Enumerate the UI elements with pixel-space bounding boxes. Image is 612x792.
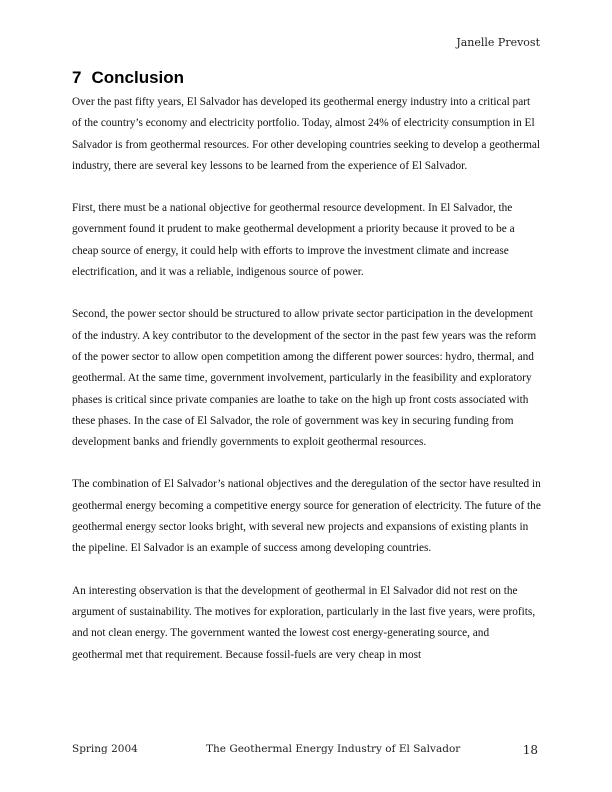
paragraph: First, there must be a national objective for geothermal resource development. In El Salvador, the government found it prudent to make geothermal development a priority because it proved to be a cheap source of energy, it could help with efforts to improve the investment climate and increase electrification, and it was a reliable, indigenous source of power.	[72, 202, 515, 279]
body-text	[72, 92, 542, 687]
paragraph: An interesting observation is that the development of geothermal in El Salvador did not rest on the argument of sustainability. The motives for exploration, particularly in the last five years, were profits, and not clean energy. The government wanted the lowest cost energy-generating source, and geothermal met that requirement. Because fossil-fuels are very cheap in most	[72, 584, 536, 661]
paragraph: Second, the power sector should be structured to allow private sector participation in the development of the industry. A key contributor to the development of the sector in the past few years was the reform of the power sector to allow open competition among the different power sources: hydro, thermal, and geothermal. At the same time, government involvement, particularly in the feasibility and exploratory phases is critical since private companies are loathe to take on the high up front costs associated with these phases. In the case of El Salvador, the role of government was key in securing funding from development banks and friendly governments to exploit geothermal resources.	[72, 308, 537, 449]
page-number: 18	[522, 743, 538, 757]
section-heading	[72, 68, 184, 88]
section-number: 7	[72, 68, 82, 87]
paragraph: Over the past fifty years, El Salvador has developed its geothermal energy industry into a critical part of the country’s economy and electricity portfolio. Today, almost 24% of electricity consumption in El Salvador is from geothermal resources. For other developing countries seeking to develop a geothermal industry, there are several key lessons to be learned from the experience of El Salvador.	[72, 96, 541, 172]
section-title: Conclusion	[91, 68, 185, 87]
running-header-author: Janelle Prevost	[456, 36, 540, 49]
paragraph: The combination of El Salvador’s national objectives and the deregulation of the sector have resulted in geothermal energy becoming a competitive energy source for generation of electricity. The future of the geothermal energy sector looks bright, with several new projects and expansions of existing plants in the pipeline. El Salvador is an example of success among developing countries.	[72, 478, 541, 555]
footer-date: Spring 2004	[72, 743, 138, 755]
footer-document-title: The Geothermal Energy Industry of El Salvador	[206, 743, 461, 755]
